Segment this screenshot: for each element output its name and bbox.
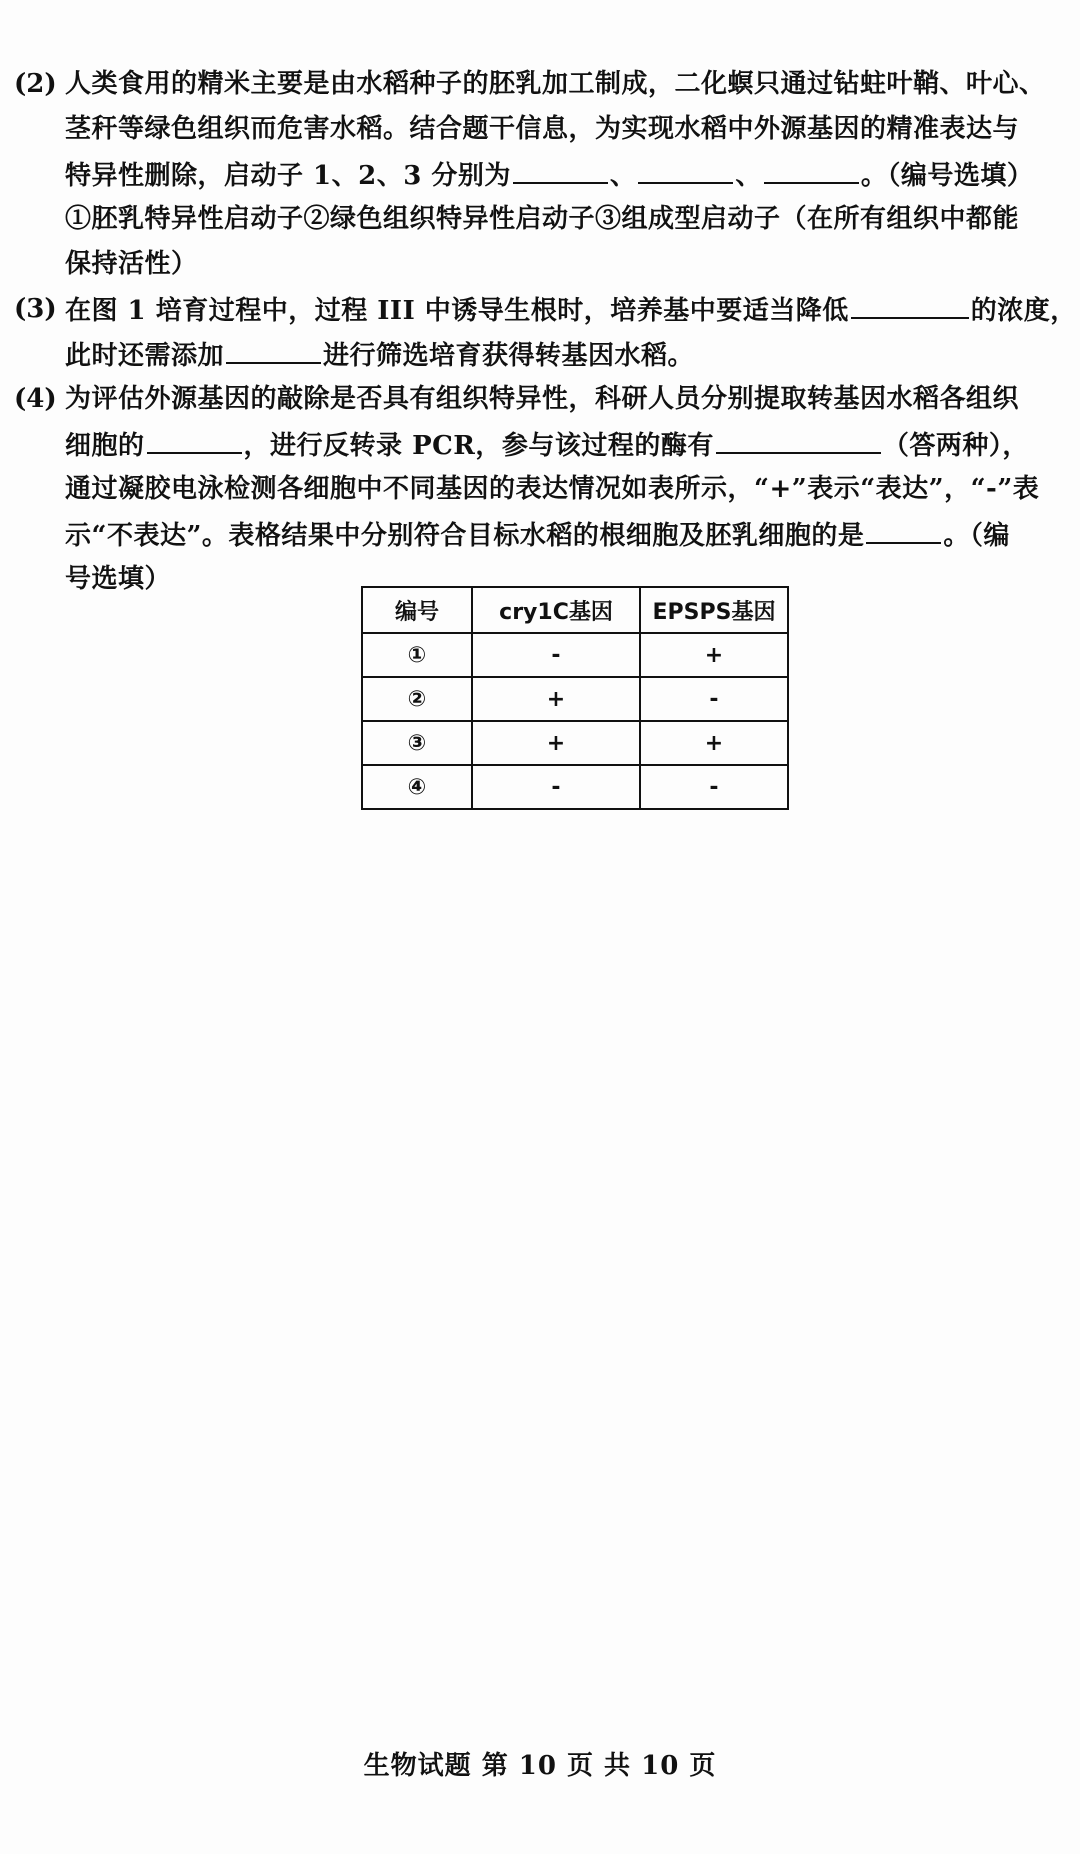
question-text: 进行筛选培育获得转基因水稻。 [323, 341, 695, 371]
question-text: 示“不表达”。表格结果中分别符合目标水稻的根细胞及胚乳细胞的是 [65, 521, 865, 551]
question-text-line [65, 332, 1074, 377]
table-row [362, 765, 788, 809]
table-row [362, 633, 788, 677]
question-text-line: 号选填） [65, 564, 172, 594]
table-cell: - [640, 677, 788, 721]
table-header-cell: cry1C基因 [472, 587, 640, 633]
table-cell: ③ [362, 721, 472, 765]
table-cell: ④ [362, 765, 472, 809]
question-text: 的浓度， [970, 296, 1077, 326]
question-4 [14, 377, 1074, 602]
question-number: (3) [14, 294, 57, 324]
separator: 、 [735, 161, 762, 191]
table-cell: + [640, 633, 788, 677]
question-2 [14, 62, 1074, 287]
question-text: 。（编 [943, 521, 1010, 551]
table-cell: + [640, 721, 788, 765]
answer-blank[interactable] [513, 152, 608, 184]
question-text-line: 人类食用的精米主要是由水稻种子的胚乳加工制成，二化螟只通过钻蛀叶鞘、叶心、 [65, 69, 1046, 99]
expression-table-container [361, 586, 789, 810]
answer-blank[interactable] [866, 512, 941, 544]
answer-blank[interactable] [716, 422, 881, 454]
table-cell: ① [362, 633, 472, 677]
options-line: 保持活性） [65, 249, 198, 279]
answer-blank[interactable] [764, 152, 859, 184]
question-content [14, 62, 1077, 602]
question-text: （答两种）， [882, 431, 1029, 461]
table-header-row [362, 587, 788, 633]
table-header-cell: 编号 [362, 587, 472, 633]
answer-blank[interactable] [147, 422, 242, 454]
answer-blank[interactable] [851, 287, 969, 319]
question-3 [14, 287, 1077, 377]
question-text-line: 茎秆等绿色组织而危害水稻。结合题干信息，为实现水稻中外源基因的精准表达与 [65, 114, 1020, 144]
table-cell: - [472, 633, 640, 677]
question-text: 此时还需添加 [65, 341, 225, 371]
table-cell: - [472, 765, 640, 809]
options-line: ①胚乳特异性启动子②绿色组织特异性启动子③组成型启动子（在所有组织中都能 [65, 204, 1020, 234]
question-text: ，进行反转录 PCR，参与该过程的酶有 [243, 431, 714, 461]
question-text-line [65, 512, 1074, 557]
table-cell: ② [362, 677, 472, 721]
question-text-line [65, 422, 1074, 467]
table-header-cell: EPSPS基因 [640, 587, 788, 633]
question-text: 特异性删除，启动子 1、2、3 分别为 [65, 161, 511, 191]
table-cell: - [640, 765, 788, 809]
table-row [362, 677, 788, 721]
question-number: (2) [14, 69, 57, 99]
answer-blank[interactable] [226, 332, 321, 364]
question-text: 在图 1 培育过程中，过程 III 中诱导生根时，培养基中要适当降低 [65, 296, 849, 326]
table-cell: + [472, 721, 640, 765]
question-text-line: 通过凝胶电泳检测各细胞中不同基因的表达情况如表所示，“+”表示“表达”，“-”表 [65, 474, 1040, 504]
question-text: 细胞的 [65, 431, 145, 461]
question-number: (4) [14, 384, 57, 414]
page-footer: 生物试题 第 10 页 共 10 页 [363, 1751, 717, 1781]
question-text-line [65, 152, 1074, 197]
table-row [362, 721, 788, 765]
table-cell: + [472, 677, 640, 721]
question-text-line: 为评估外源基因的敲除是否具有组织特异性，科研人员分别提取转基因水稻各组织 [65, 384, 1020, 414]
question-text-line [65, 287, 1077, 332]
gene-expression-table [361, 586, 789, 810]
answer-blank[interactable] [638, 152, 733, 184]
separator: 、 [609, 161, 637, 191]
question-text: 。（编号选填） [860, 161, 1034, 191]
